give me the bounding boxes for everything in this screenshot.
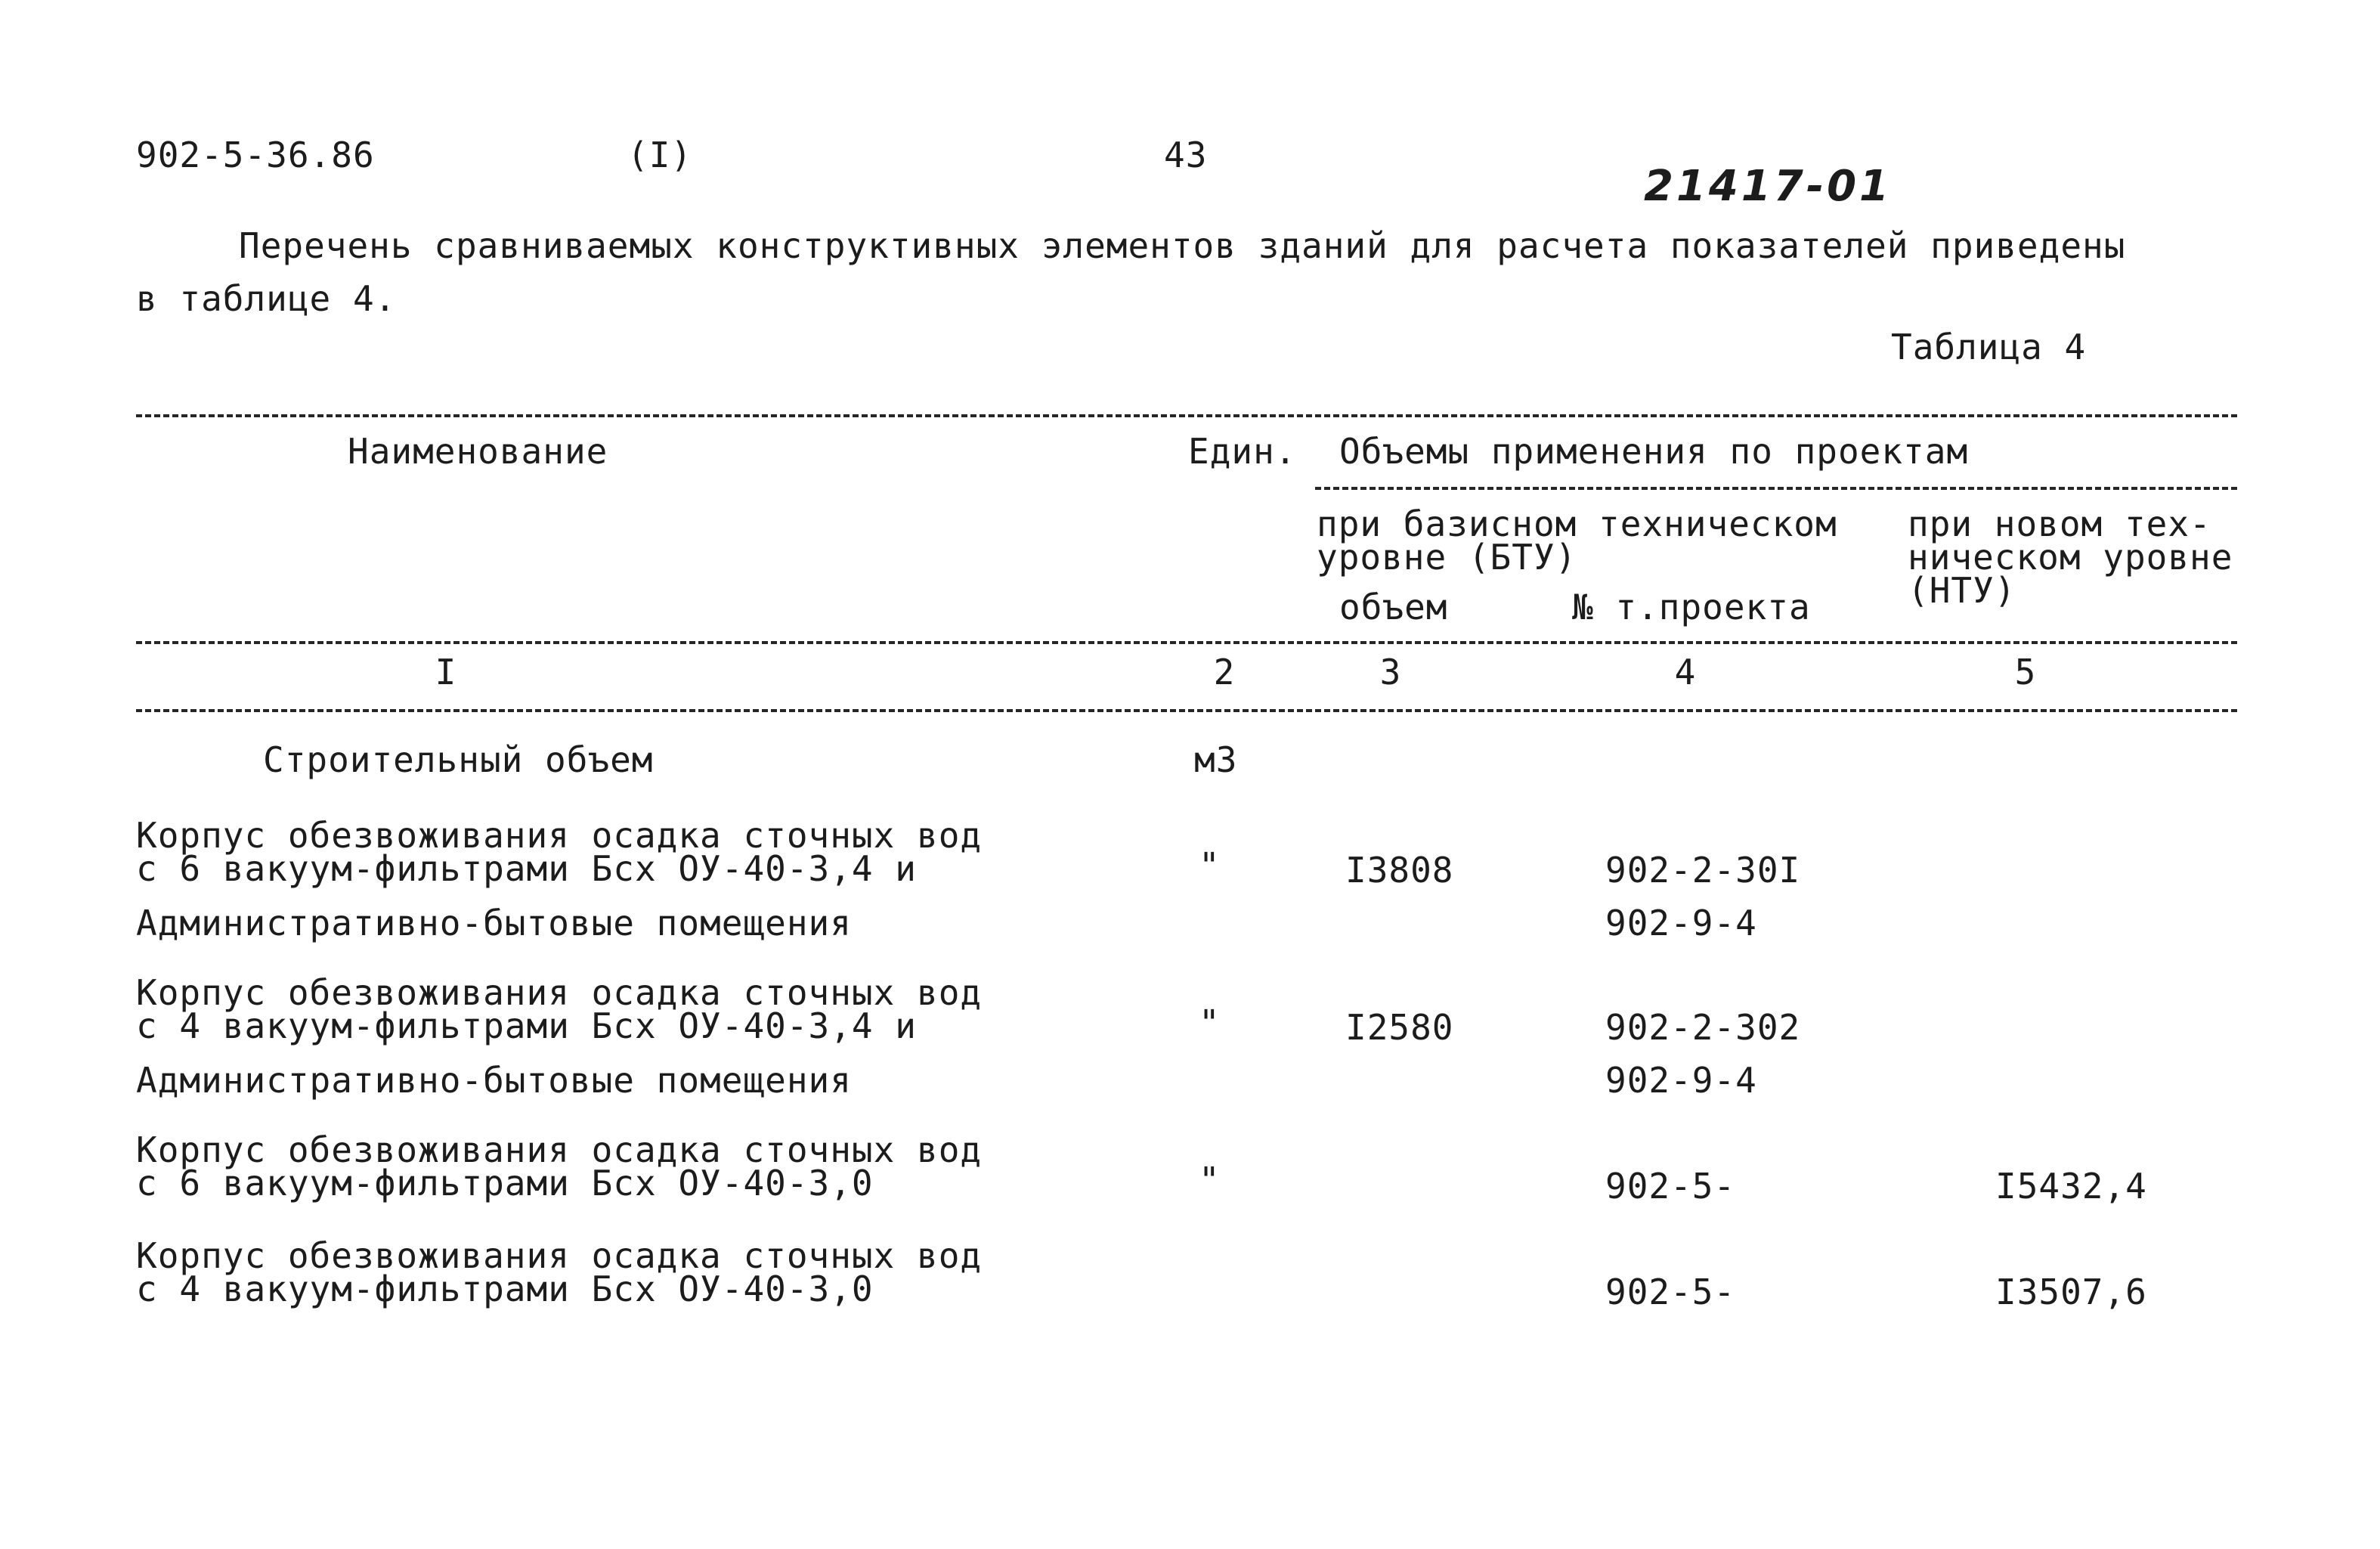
table-row-3-project: 902-5- [1605, 1166, 1736, 1207]
table-row-4-project: 902-5- [1605, 1272, 1736, 1312]
section-title: Строительный объем [263, 739, 654, 780]
table-row-1-unit: " [1199, 845, 1221, 886]
table-row-1-name-line-2: с 6 вакуум-фильтрами Бсх ОУ-40-3,4 и [136, 848, 917, 889]
intro-line-2: в таблице 4. [136, 278, 397, 319]
table-row-3-unit: " [1199, 1160, 1221, 1200]
table-row-2-name-line-2: с 4 вакуум-фильтрами Бсх ОУ-40-3,4 и [136, 1005, 917, 1046]
column-number-5: 5 [2014, 652, 2037, 692]
header-btu-project: № т.проекта [1572, 587, 1811, 627]
table-row-2-unit: " [1199, 1002, 1221, 1043]
table-row-3-ntu: I5432,4 [1995, 1166, 2147, 1207]
column-number-3: 3 [1379, 652, 1402, 692]
table-row-3-name-line-2: с 6 вакуум-фильтрами Бсх ОУ-40-3,0 [136, 1163, 874, 1204]
section-unit: м3 [1194, 739, 1238, 780]
header-ntu-line-2: ническом уровне [1908, 537, 2233, 578]
table-row-1-volume: I3808 [1345, 850, 1454, 891]
table-row-4-ntu: I3507,6 [1995, 1272, 2147, 1312]
table-row-4-name-line-2: с 4 вакуум-фильтрами Бсх ОУ-40-3,0 [136, 1269, 874, 1309]
table-row-2-project: 902-2-302 [1605, 1007, 1801, 1048]
intro-line-1: Перечень сравниваемых конструктивных элементов зданий для расчета показателей приведены [239, 225, 2126, 266]
table-row-1-name-line-1: Корпус обезвоживания осадка сточных вод [136, 815, 983, 856]
column-numbers-rule [136, 709, 2237, 712]
table-row-1-sub-name: Административно-бытовые помещения [136, 903, 852, 943]
header-ntu-line-1: при новом тех- [1908, 503, 2211, 544]
table-label: Таблица 4 [1891, 327, 2087, 367]
inventory-number: 21417-01 [1644, 162, 1892, 211]
volumes-group-rule [1315, 487, 2237, 490]
table-row-2-name-line-1: Корпус обезвоживания осадка сточных вод [136, 972, 983, 1013]
table-row-2-volume: I2580 [1345, 1007, 1454, 1048]
document-code: 902-5-36.86 [136, 135, 375, 175]
table-row-1-project: 902-2-30I [1605, 850, 1801, 891]
header-unit: Един. [1188, 431, 1297, 472]
column-number-2: 2 [1213, 652, 1236, 692]
header-btu-line-1: при базисном техническом [1317, 503, 1837, 544]
table-row-2-sub-name: Административно-бытовые помещения [136, 1060, 852, 1101]
column-number-1: I [435, 652, 457, 692]
header-volumes-group: Объемы применения по проектам [1339, 431, 1969, 472]
header-name: Наименование [348, 431, 608, 472]
table-row-3-name-line-1: Корпус обезвоживания осадка сточных вод [136, 1129, 983, 1170]
section-marker: (I) [627, 135, 693, 175]
table-row-4-name-line-1: Корпус обезвоживания осадка сточных вод [136, 1235, 983, 1276]
header-ntu-line-3: (НТУ) [1908, 570, 2016, 611]
table-row-1-sub-project: 902-9-4 [1605, 903, 1757, 943]
page-number: 43 [1164, 135, 1208, 175]
table-top-rule [136, 414, 2237, 417]
header-bottom-rule [136, 641, 2237, 644]
column-number-4: 4 [1674, 652, 1697, 692]
table-row-2-sub-project: 902-9-4 [1605, 1060, 1757, 1101]
header-btu-line-2: уровне (БТУ) [1317, 537, 1577, 578]
header-btu-volume: объем [1339, 587, 1448, 627]
